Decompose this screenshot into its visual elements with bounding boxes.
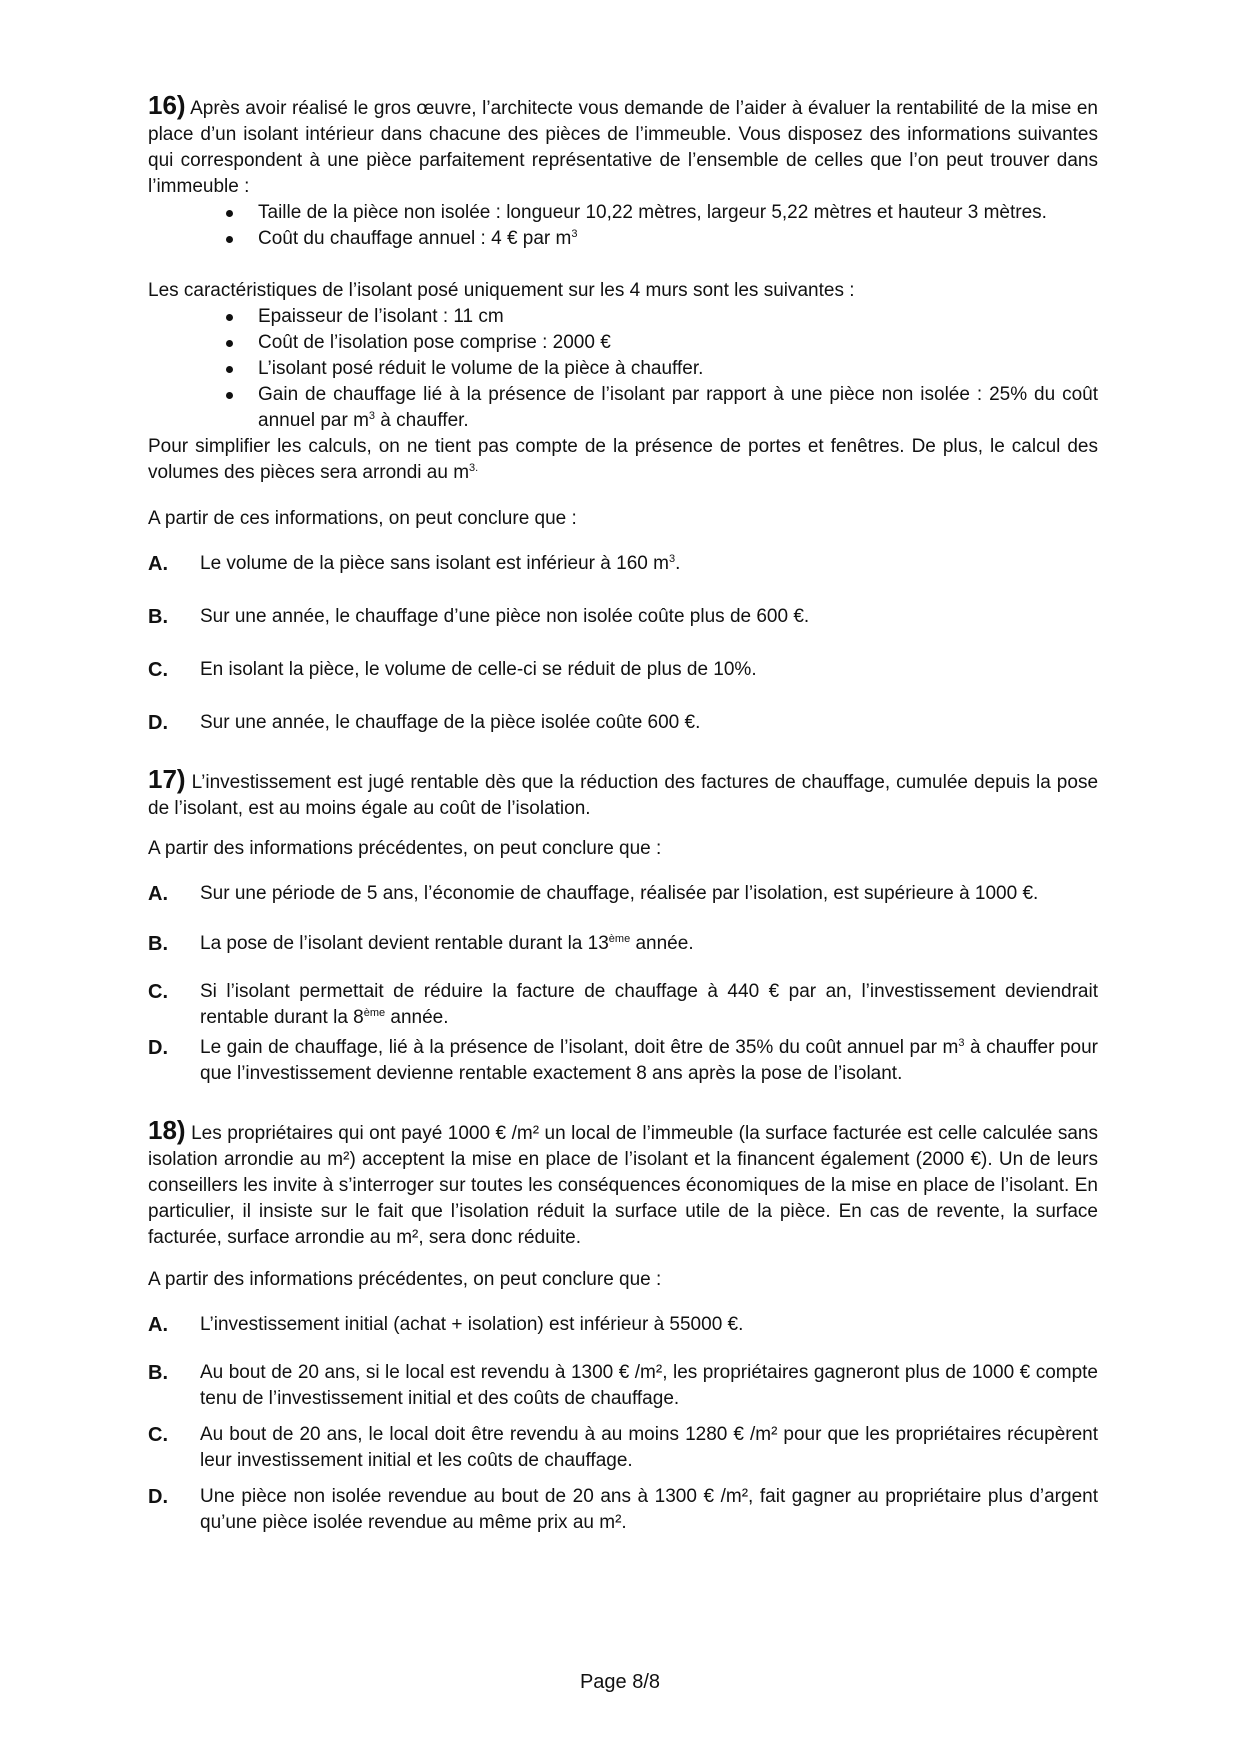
conclusion-prompt: A partir des informations précédentes, on peut conclure que : xyxy=(148,838,662,859)
option-text: La pose de l’isolant devient rentable durant la 13ème année. xyxy=(200,933,694,954)
answer-option-b xyxy=(148,604,1098,630)
option-letter: B. xyxy=(148,1362,168,1384)
list-item: L’isolant posé réduit le volume de la pièce à chauffer. xyxy=(222,356,1098,382)
option-text: Si l’isolant permettait de réduire la facture de chauffage à 440 € par an, l’investissement deviendrait rentable durant la 8ème année. xyxy=(200,981,1098,1028)
question-text: Les propriétaires qui ont payé 1000 € /m² un local de l’immeuble (la surface facturée est celle calculée sans isolation arrondie au m²) acceptent la mise en place de l’isolant et la financent également (2000 €). Un de leurs conseillers les invite à s’interroger sur toutes les conséquences économiques de la mise en place de l’isolant. En particulier, il insiste sur le fait que l’isolation réduit la surface utile de la pièce. En cas de revente, la surface facturée, surface arrondie au m², sera donc réduite. xyxy=(148,1123,1098,1248)
option-text: Le gain de chauffage, lié à la présence de l’isolant, doit être de 35% du coût annuel par $m^3$ à chauffer pour que l’investissement devienne rentable exactement 8 ans après la pose de l’isolant. xyxy=(200,1037,1098,1084)
question-18 xyxy=(148,1117,1098,1536)
answer-option-d xyxy=(148,710,1098,736)
question-17-intro xyxy=(148,766,1098,822)
option-letter: D. xyxy=(148,1037,168,1059)
answer-option-c xyxy=(148,979,1098,1031)
answer-option-b xyxy=(148,1360,1098,1412)
conclusion-prompt: A partir de ces informations, on peut conclure que : xyxy=(148,508,577,529)
list-item: Coût de l’isolation pose comprise : 2000 € xyxy=(222,330,1098,356)
question-16-intro xyxy=(148,92,1098,200)
option-text: Une pièce non isolée revendue au bout de 20 ans à 1300 € /m², fait gagner au propriétaire plus d’argent qu’une pièce isolée revendue au même prix au m². xyxy=(200,1486,1098,1533)
option-text: Au bout de 20 ans, le local doit être revendu à au moins 1280 € /m² pour que les propriétaires récupèrent leur investissement initial et les coûts de chauffage. xyxy=(200,1424,1098,1471)
option-letter: C. xyxy=(148,659,168,681)
answer-option-d xyxy=(148,1035,1098,1087)
simplification-note: Pour simplifier les calculs, on ne tient pas compte de la présence de portes et fenêtres. De plus, le calcul des volumes des pièces sera arrondi au $m^{3.}$ xyxy=(148,436,1098,483)
option-text: Sur une période de 5 ans, l’économie de chauffage, réalisée par l’isolation, est supérieure à 1000 €. xyxy=(200,883,1039,904)
option-text: L’investissement initial (achat + isolation) est inférieur à 55000 €. xyxy=(200,1314,744,1335)
option-letter: A. xyxy=(148,883,168,905)
list-item: Gain de chauffage lié à la présence de l’isolant par rapport à une pièce non isolée : 25% du coût annuel par $m^3$ à chauffer. xyxy=(222,382,1098,434)
option-letter: A. xyxy=(148,1314,168,1336)
question-16 xyxy=(148,92,1098,736)
insulation-info-list xyxy=(148,304,1098,434)
option-text: Sur une année, le chauffage de la pièce isolée coûte 600 €. xyxy=(200,712,701,733)
option-letter: B. xyxy=(148,933,168,955)
option-letter: C. xyxy=(148,1424,168,1446)
room-info-list xyxy=(148,200,1098,252)
page-number: Page 8/8 xyxy=(579,1671,661,1693)
option-letter: C. xyxy=(148,981,168,1003)
option-text: Au bout de 20 ans, si le local est revendu à 1300 € /m², les propriétaires gagneront plus de 1000 € compte tenu de l’investissement initial et des coûts de chauffage. xyxy=(200,1362,1098,1409)
insulation-intro: Les caractéristiques de l’isolant posé uniquement sur les 4 murs sont les suivantes : xyxy=(148,280,855,301)
list-item: Epaisseur de l’isolant : 11 cm xyxy=(222,304,1098,330)
conclusion-prompt: A partir des informations précédentes, on peut conclure que : xyxy=(148,1269,662,1290)
answer-option-a xyxy=(148,881,1098,907)
answer-option-d xyxy=(148,1484,1098,1536)
question-17 xyxy=(148,766,1098,1087)
option-text: Sur une année, le chauffage d’une pièce non isolée coûte plus de 600 €. xyxy=(200,606,810,627)
option-letter: A. xyxy=(148,553,168,575)
question-text: Après avoir réalisé le gros œuvre, l’architecte vous demande de l’aider à évaluer la rentabilité de la mise en place d’un isolant intérieur dans chacune des pièces de l’immeuble. Vous disposez des informations suivantes qui correspondent à une pièce parfaitement représentative de l’ensemble de celles que l’on peut trouver dans l’immeuble : xyxy=(148,98,1098,197)
option-letter: D. xyxy=(148,712,168,734)
document-page xyxy=(148,92,1098,1536)
answer-option-a xyxy=(148,1312,1098,1338)
option-text: Le volume de la pièce sans isolant est inférieur à 160 $m^3$. xyxy=(200,553,681,574)
option-text: En isolant la pièce, le volume de celle-ci se réduit de plus de 10%. xyxy=(200,659,757,680)
answer-option-c xyxy=(148,657,1098,683)
question-number: 16) xyxy=(148,90,186,120)
question-number: 18) xyxy=(148,1115,186,1145)
question-number: 17) xyxy=(148,764,186,794)
option-letter: D. xyxy=(148,1486,168,1508)
question-18-intro xyxy=(148,1117,1098,1251)
list-item: Taille de la pièce non isolée : longueur 10,22 mètres, largeur 5,22 mètres et hauteur 3 mètres. xyxy=(222,200,1098,226)
answer-option-c xyxy=(148,1422,1098,1474)
answer-option-a xyxy=(148,551,1098,577)
answer-option-b xyxy=(148,931,1098,957)
question-text: L’investissement est jugé rentable dès que la réduction des factures de chauffage, cumulée depuis la pose de l’isolant, est au moins égale au coût de l’isolation. xyxy=(148,772,1099,819)
option-letter: B. xyxy=(148,606,168,628)
list-item: Coût du chauffage annuel : 4 € par $m^3$ xyxy=(222,226,1098,252)
